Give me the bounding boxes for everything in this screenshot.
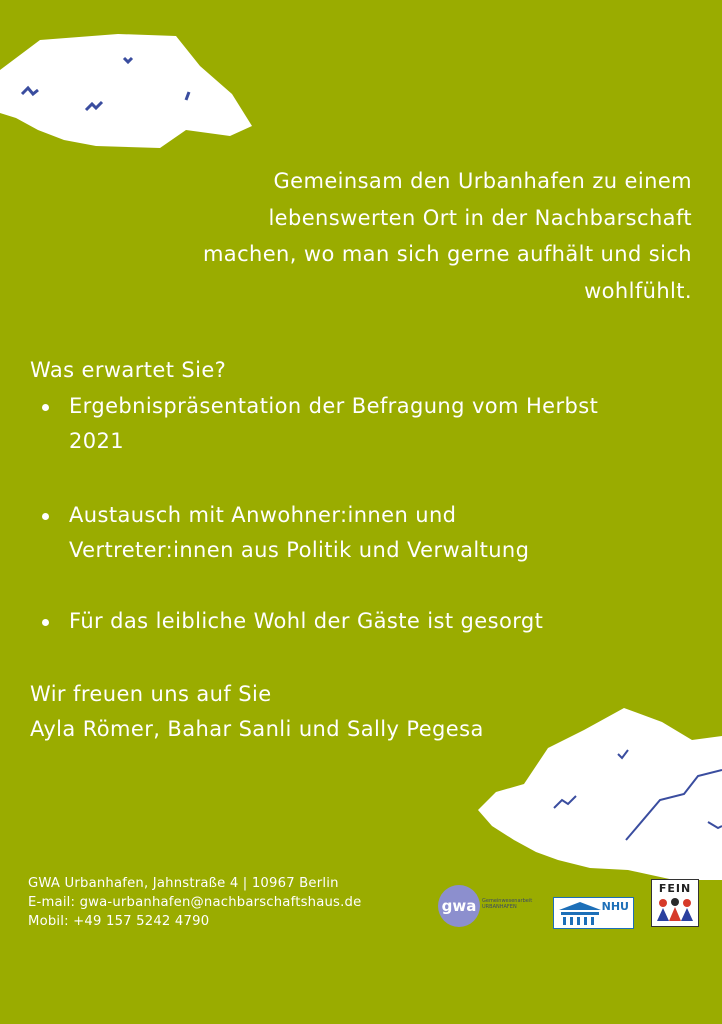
closing-line: Wir freuen uns auf Sie bbox=[30, 682, 272, 706]
nhu-logo bbox=[553, 897, 634, 929]
list-item-line: Ergebnispräsentation der Befragung vom Herbst bbox=[69, 394, 599, 418]
nhu-logo-text: NHU bbox=[601, 900, 629, 913]
nhu-building-icon bbox=[557, 900, 603, 928]
bullet-dot-icon bbox=[42, 619, 49, 626]
bullet-dot-icon bbox=[42, 404, 49, 411]
cloud-decoration-bottom bbox=[478, 700, 722, 880]
closing-text bbox=[30, 677, 484, 747]
intro-line: wohlfühlt. bbox=[584, 278, 692, 303]
intro-text bbox=[92, 163, 692, 309]
gwa-logo-mark: gwa bbox=[438, 885, 480, 927]
list-item-line: Für das leibliche Wohl der Gäste ist gesorgt bbox=[69, 609, 544, 633]
signature-names: Ayla Römer, Bahar Sanli und Sally Pegesa bbox=[30, 717, 484, 741]
gwa-logo-subtitle: Gemeinwesenarbeit URBANHAFEN bbox=[482, 898, 533, 910]
intro-line: machen, wo man sich gerne aufhält und sich bbox=[202, 242, 692, 266]
list-item-line: Vertreter:innen aus Politik und Verwaltung bbox=[69, 538, 530, 562]
section-heading: Was erwartet Sie? bbox=[30, 358, 227, 382]
list-item-line: 2021 bbox=[69, 429, 125, 453]
cloud-decoration-top bbox=[0, 28, 262, 153]
intro-line: lebenswerten Ort in der Nachbarschaft bbox=[268, 205, 692, 230]
bullet-dot-icon bbox=[42, 513, 49, 520]
fein-logo-text: FEIN bbox=[658, 882, 692, 895]
contact-phone: Mobil: +49 157 5242 4790 bbox=[28, 914, 210, 929]
contact-address: GWA Urbanhafen, Jahnstraße 4 | 10967 Berlin bbox=[28, 876, 339, 891]
fein-logo bbox=[651, 879, 699, 927]
intro-line: Gemeinsam den Urbanhafen zu einem bbox=[273, 169, 692, 193]
gwa-logo bbox=[438, 885, 536, 927]
list-item bbox=[42, 604, 543, 639]
list-item bbox=[42, 389, 598, 459]
list-item bbox=[42, 498, 529, 568]
contact-info bbox=[28, 874, 361, 931]
fein-people-icon bbox=[655, 897, 695, 923]
contact-email: E-mail: gwa-urbanhafen@nachbarschaftshaus.de bbox=[28, 895, 362, 910]
list-item-line: Austausch mit Anwohner:innen und bbox=[69, 503, 457, 527]
